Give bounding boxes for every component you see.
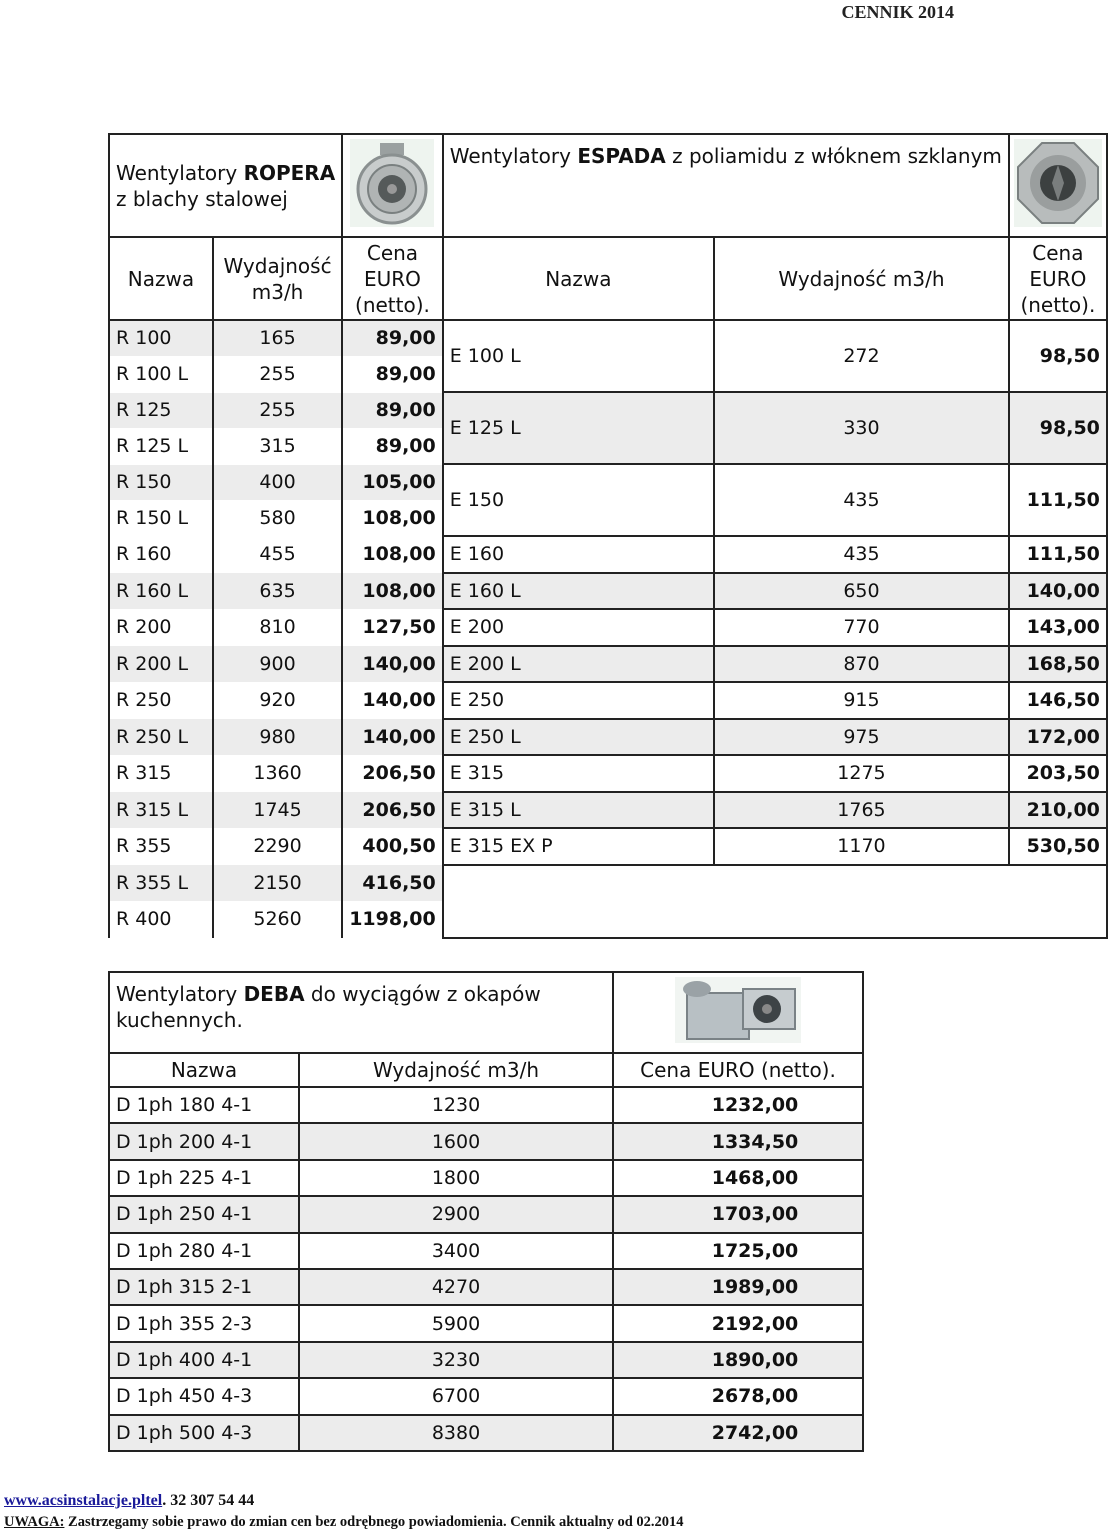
table-row bbox=[109, 1196, 863, 1232]
deba-price-cell: 1468,00 bbox=[613, 1160, 863, 1196]
espada-price-cell: 111,50 bbox=[1009, 536, 1107, 573]
ropera-price-cell: 89,00 bbox=[342, 356, 443, 392]
ropera-col-flow: Wydajność m3/h bbox=[213, 237, 342, 320]
ropera-flow-cell: 5260 bbox=[213, 901, 342, 938]
espada-flow-cell: 330 bbox=[714, 392, 1009, 464]
ropera-flow-cell: 315 bbox=[213, 428, 342, 464]
espada-title: Wentylatory ESPADA z poliamidu z włóknem szklanym bbox=[443, 134, 1009, 237]
espada-flow-cell: 915 bbox=[714, 682, 1009, 719]
ropera-flow-cell: 580 bbox=[213, 500, 342, 536]
ropera-flow-cell: 255 bbox=[213, 392, 342, 428]
deba-flow-cell: 5900 bbox=[299, 1305, 613, 1341]
espada-name-cell: E 315 EX P bbox=[443, 828, 714, 865]
table-row bbox=[109, 755, 1107, 792]
table-row bbox=[109, 1087, 863, 1123]
deba-price-cell: 1890,00 bbox=[613, 1342, 863, 1378]
ropera-image bbox=[342, 134, 443, 237]
espada-price-cell: 98,50 bbox=[1009, 392, 1107, 464]
ropera-flow-cell: 2150 bbox=[213, 865, 342, 902]
espada-flow-cell: 1275 bbox=[714, 755, 1009, 792]
round-duct-fan-icon bbox=[346, 137, 438, 229]
espada-name-cell: E 250 L bbox=[443, 719, 714, 756]
deba-name-cell: D 1ph 250 4-1 bbox=[109, 1196, 299, 1232]
ropera-name-cell: R 160 L bbox=[109, 573, 213, 610]
deba-price-cell: 2192,00 bbox=[613, 1305, 863, 1341]
table-row bbox=[109, 609, 1107, 646]
deba-flow-cell: 4270 bbox=[299, 1269, 613, 1305]
deba-price-cell: 1703,00 bbox=[613, 1196, 863, 1232]
ropera-espada-price-table bbox=[108, 133, 1108, 939]
deba-flow-cell: 8380 bbox=[299, 1415, 613, 1451]
ropera-flow-cell: 165 bbox=[213, 320, 342, 356]
table-row bbox=[109, 828, 1107, 865]
espada-name-cell: E 200 L bbox=[443, 646, 714, 683]
ropera-price-cell: 127,50 bbox=[342, 609, 443, 646]
ropera-price-cell: 89,00 bbox=[342, 428, 443, 464]
ropera-name-cell: R 250 bbox=[109, 682, 213, 719]
table-row bbox=[109, 646, 1107, 683]
espada-name-cell: E 315 L bbox=[443, 792, 714, 829]
deba-price-cell: 1232,00 bbox=[613, 1087, 863, 1123]
deba-title: Wentylatory DEBA do wyciągów z okapów kuchennych. bbox=[109, 972, 613, 1053]
ropera-price-cell: 416,50 bbox=[342, 865, 443, 902]
ropera-name-cell: R 250 L bbox=[109, 719, 213, 756]
espada-price-cell: 203,50 bbox=[1009, 755, 1107, 792]
ropera-price-cell: 206,50 bbox=[342, 792, 443, 829]
espada-col-price: Cena EURO (netto). bbox=[1009, 237, 1107, 320]
ropera-price-cell: 140,00 bbox=[342, 682, 443, 719]
deba-flow-cell: 1600 bbox=[299, 1123, 613, 1159]
deba-col-flow: Wydajność m3/h bbox=[299, 1053, 613, 1087]
ropera-flow-cell: 980 bbox=[213, 719, 342, 756]
espada-flow-cell: 650 bbox=[714, 573, 1009, 610]
ropera-flow-cell: 255 bbox=[213, 356, 342, 392]
ropera-price-cell: 108,00 bbox=[342, 573, 443, 610]
deba-col-price: Cena EURO (netto). bbox=[613, 1053, 863, 1087]
website-link[interactable]: www.acsinstalacje.pl bbox=[4, 1492, 146, 1509]
espada-name-cell: E 200 bbox=[443, 609, 714, 646]
ropera-price-cell: 206,50 bbox=[342, 755, 443, 792]
table-row bbox=[109, 865, 1107, 902]
deba-flow-cell: 1230 bbox=[299, 1087, 613, 1123]
table-row bbox=[109, 1160, 863, 1196]
ropera-name-cell: R 150 L bbox=[109, 500, 213, 536]
ropera-col-name: Nazwa bbox=[109, 237, 213, 320]
espada-flow-cell: 1765 bbox=[714, 792, 1009, 829]
deba-price-cell: 1989,00 bbox=[613, 1269, 863, 1305]
ropera-flow-cell: 400 bbox=[213, 464, 342, 500]
table-row bbox=[109, 719, 1107, 756]
espada-price-cell: 172,00 bbox=[1009, 719, 1107, 756]
ropera-flow-cell: 2290 bbox=[213, 828, 342, 865]
deba-price-cell: 1334,50 bbox=[613, 1123, 863, 1159]
ropera-name-cell: R 125 L bbox=[109, 428, 213, 464]
ropera-title: Wentylatory ROPERA z blachy stalowej bbox=[109, 134, 342, 237]
espada-name-cell: E 315 bbox=[443, 755, 714, 792]
table-row bbox=[109, 536, 1107, 573]
ropera-flow-cell: 635 bbox=[213, 573, 342, 610]
deba-name-cell: D 1ph 280 4-1 bbox=[109, 1233, 299, 1269]
espada-col-name: Nazwa bbox=[443, 237, 714, 320]
ropera-price-cell: 1198,00 bbox=[342, 901, 443, 938]
ropera-price-cell: 108,00 bbox=[342, 536, 443, 573]
ropera-name-cell: R 200 L bbox=[109, 646, 213, 683]
table-row bbox=[109, 1342, 863, 1378]
table-row bbox=[109, 1123, 863, 1159]
espada-flow-cell: 770 bbox=[714, 609, 1009, 646]
deba-name-cell: D 1ph 400 4-1 bbox=[109, 1342, 299, 1378]
deba-price-table bbox=[108, 971, 864, 1452]
ropera-name-cell: R 150 bbox=[109, 464, 213, 500]
ropera-name-cell: R 315 L bbox=[109, 792, 213, 829]
ropera-name-cell: R 125 bbox=[109, 392, 213, 428]
espada-flow-cell: 1170 bbox=[714, 828, 1009, 865]
ropera-name-cell: R 100 bbox=[109, 320, 213, 356]
ropera-price-cell: 400,50 bbox=[342, 828, 443, 865]
ropera-name-cell: R 160 bbox=[109, 536, 213, 573]
deba-price-cell: 2742,00 bbox=[613, 1415, 863, 1451]
deba-name-cell: D 1ph 200 4-1 bbox=[109, 1123, 299, 1159]
espada-flow-cell: 272 bbox=[714, 320, 1009, 392]
ropera-name-cell: R 200 bbox=[109, 609, 213, 646]
ropera-price-cell: 89,00 bbox=[342, 392, 443, 428]
ropera-flow-cell: 900 bbox=[213, 646, 342, 683]
espada-price-cell: 146,50 bbox=[1009, 682, 1107, 719]
espada-image bbox=[1009, 134, 1107, 237]
ropera-price-cell: 140,00 bbox=[342, 646, 443, 683]
table-row bbox=[109, 1415, 863, 1451]
deba-flow-cell: 6700 bbox=[299, 1378, 613, 1414]
table-row bbox=[109, 1378, 863, 1414]
deba-flow-cell: 3230 bbox=[299, 1342, 613, 1378]
ropera-flow-cell: 920 bbox=[213, 682, 342, 719]
deba-flow-cell: 1800 bbox=[299, 1160, 613, 1196]
deba-name-cell: D 1ph 315 2-1 bbox=[109, 1269, 299, 1305]
deba-header-row bbox=[109, 1053, 863, 1087]
table-row bbox=[109, 792, 1107, 829]
ropera-price-cell: 140,00 bbox=[342, 719, 443, 756]
espada-price-cell: 111,50 bbox=[1009, 464, 1107, 536]
espada-price-cell: 210,00 bbox=[1009, 792, 1107, 829]
deba-flow-cell: 2900 bbox=[299, 1196, 613, 1232]
table-row bbox=[109, 1305, 863, 1341]
deba-flow-cell: 3400 bbox=[299, 1233, 613, 1269]
table-row bbox=[109, 392, 1107, 428]
ropera-flow-cell: 1360 bbox=[213, 755, 342, 792]
ropera-price-cell: 108,00 bbox=[342, 500, 443, 536]
espada-name-cell: E 150 bbox=[443, 464, 714, 536]
deba-price-cell: 1725,00 bbox=[613, 1233, 863, 1269]
espada-price-cell: 98,50 bbox=[1009, 320, 1107, 392]
ropera-flow-cell: 455 bbox=[213, 536, 342, 573]
box-kitchen-fan-icon bbox=[673, 975, 803, 1045]
table-row bbox=[109, 573, 1107, 610]
ropera-name-cell: R 355 L bbox=[109, 865, 213, 902]
table-row bbox=[109, 1233, 863, 1269]
espada-name-cell: E 250 bbox=[443, 682, 714, 719]
table-row bbox=[109, 320, 1107, 356]
empty-cell bbox=[443, 865, 1107, 938]
espada-price-cell: 143,00 bbox=[1009, 609, 1107, 646]
ropera-price-cell: 89,00 bbox=[342, 320, 443, 356]
ropera-flow-cell: 1745 bbox=[213, 792, 342, 829]
deba-name-cell: D 1ph 180 4-1 bbox=[109, 1087, 299, 1123]
deba-name-cell: D 1ph 355 2-3 bbox=[109, 1305, 299, 1341]
octagonal-duct-fan-icon bbox=[1012, 137, 1104, 229]
ropera-name-cell: R 355 bbox=[109, 828, 213, 865]
espada-price-cell: 168,50 bbox=[1009, 646, 1107, 683]
deba-price-cell: 2678,00 bbox=[613, 1378, 863, 1414]
espada-col-flow: Wydajność m3/h bbox=[714, 237, 1009, 320]
espada-flow-cell: 870 bbox=[714, 646, 1009, 683]
espada-name-cell: E 160 L bbox=[443, 573, 714, 610]
page-title: CENNIK 2014 bbox=[841, 2, 954, 22]
deba-image bbox=[613, 972, 863, 1053]
ropera-name-cell: R 400 bbox=[109, 901, 213, 938]
espada-name-cell: E 160 bbox=[443, 536, 714, 573]
table-row bbox=[109, 682, 1107, 719]
ropera-name-cell: R 100 L bbox=[109, 356, 213, 392]
espada-name-cell: E 125 L bbox=[443, 392, 714, 464]
deba-name-cell: D 1ph 500 4-3 bbox=[109, 1415, 299, 1451]
espada-flow-cell: 975 bbox=[714, 719, 1009, 756]
espada-price-cell: 530,50 bbox=[1009, 828, 1107, 865]
ropera-name-cell: R 315 bbox=[109, 755, 213, 792]
table-row bbox=[109, 464, 1107, 500]
table-row bbox=[109, 1269, 863, 1305]
tel-link[interactable]: tel bbox=[145, 1492, 163, 1509]
espada-flow-cell: 435 bbox=[714, 464, 1009, 536]
espada-flow-cell: 435 bbox=[714, 536, 1009, 573]
ropera-col-price: Cena EURO (netto). bbox=[342, 237, 443, 320]
deba-name-cell: D 1ph 225 4-1 bbox=[109, 1160, 299, 1196]
ropera-price-cell: 105,00 bbox=[342, 464, 443, 500]
espada-price-cell: 140,00 bbox=[1009, 573, 1107, 610]
deba-name-cell: D 1ph 450 4-3 bbox=[109, 1378, 299, 1414]
contact-line: www.acsinstalacje.pltel. 32 307 54 44 bbox=[4, 1492, 255, 1509]
deba-col-name: Nazwa bbox=[109, 1053, 299, 1087]
espada-name-cell: E 100 L bbox=[443, 320, 714, 392]
ropera-flow-cell: 810 bbox=[213, 609, 342, 646]
notice-line: UWAGA: Zastrzegamy sobie prawo do zmian cen bez odrębnego powiadomienia. Cennik aktualny od 02.2014 bbox=[4, 1514, 684, 1530]
